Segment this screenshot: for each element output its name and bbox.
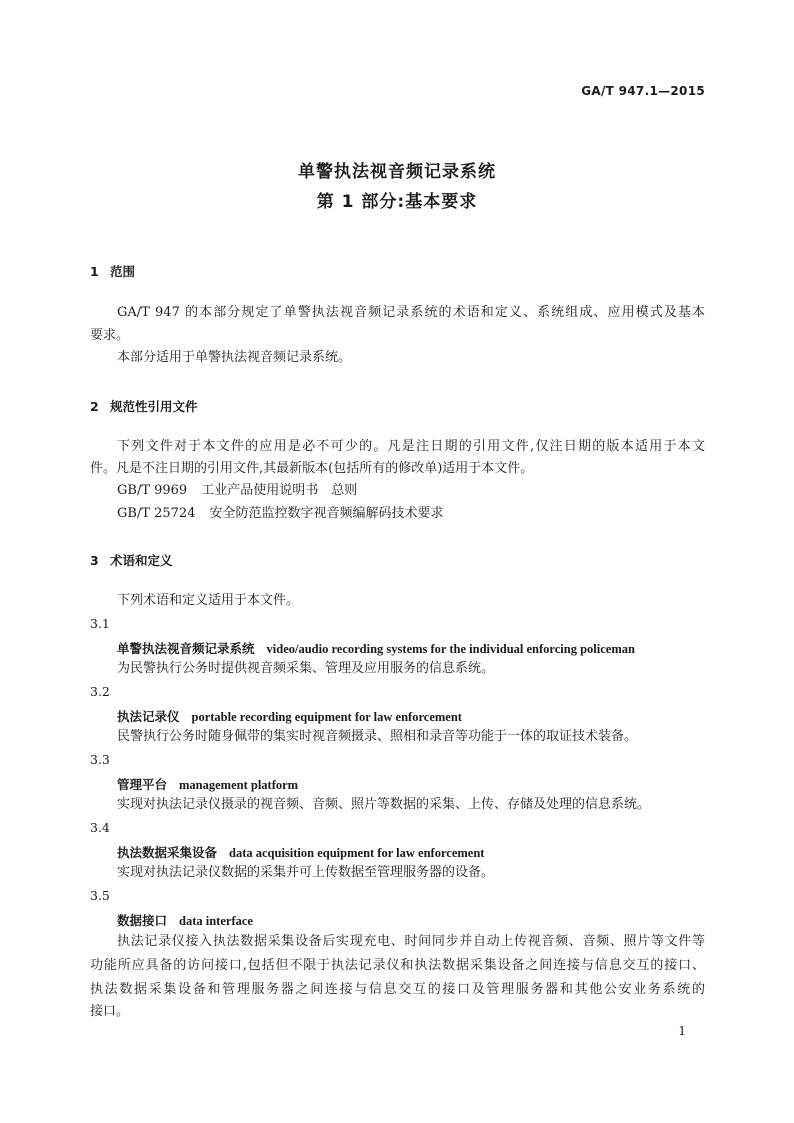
section-number: 1 (90, 264, 99, 279)
section-title: 术语和定义 (110, 553, 173, 568)
reference-item (117, 483, 357, 499)
term-en: management platform (179, 778, 299, 792)
term-en: data acquisition equipment for law enforcement (229, 846, 485, 860)
term-entry (117, 911, 253, 929)
term-definition-line: 执法数据采集设备和管理服务器之间连接与信息交互的接口及管理服务器和其他公安业务系统的 (90, 982, 705, 997)
paragraph: 下列文件对于本文件的应用是必不可少的。凡是注日期的引用文件,仅注日期的版本适用于本文 (117, 439, 705, 454)
paragraph: GA/T 947 的本部分规定了单警执法视音频记录系统的术语和定义、系统组成、应用模式及基本 (117, 305, 705, 320)
term-definition-line: 功能所应具备的访问接口,包括但不限于执法记录仪和执法数据采集设备之间连接与信息交互的接口、 (90, 958, 705, 973)
term-zh: 管理平台 (117, 777, 168, 792)
section-title: 规范性引用文件 (110, 399, 198, 414)
paragraph: 件。凡是不注日期的引用文件,其最新版本(包括所有的修改单)适用于本文件。 (90, 461, 534, 476)
paragraph: 要求。 (90, 328, 130, 343)
reference-code: GB/T 9969 (117, 483, 188, 498)
document-title-line1: 单警执法视音频记录系统 (298, 162, 496, 182)
section-1-heading (90, 262, 135, 280)
term-zh: 数据接口 (117, 913, 168, 928)
term-definition: 民警执行公务时随身佩带的集实时视音频摄录、照相和录音等功能于一体的取证技术装备。 (117, 729, 638, 744)
term-number: 3.4 (90, 820, 110, 835)
page-number: 1 (678, 1024, 686, 1038)
term-number: 3.5 (90, 888, 110, 903)
standard-code: GA/T 947.1—2015 (581, 84, 705, 98)
section-2-heading (90, 397, 198, 415)
reference-title: 工业产品使用说明书 总则 (201, 483, 358, 498)
term-zh: 执法数据采集设备 (117, 845, 218, 860)
term-number: 3.2 (90, 684, 110, 699)
term-definition: 实现对执法记录仪数据的采集并可上传数据至管理服务器的设备。 (117, 865, 495, 880)
term-entry (117, 775, 298, 793)
term-number: 3.3 (90, 752, 110, 767)
term-en: video/audio recording systems for the individual enforcing policeman (266, 642, 635, 656)
section-3-heading (90, 551, 173, 569)
section-title: 范围 (110, 264, 136, 279)
term-en: data interface (179, 914, 253, 928)
term-zh: 单警执法视音频记录系统 (117, 641, 255, 656)
term-entry (117, 707, 462, 725)
term-number: 3.1 (90, 616, 110, 631)
reference-title: 安全防范监控数字视音频编解码技术要求 (209, 506, 444, 521)
term-definition-line: 接口。 (90, 1004, 130, 1019)
term-entry (117, 843, 484, 861)
section-number: 2 (90, 399, 99, 414)
section-number: 3 (90, 553, 99, 568)
term-definition: 实现对执法记录仪摄录的视音频、音频、照片等数据的采集、上传、存储及处理的信息系统。 (117, 797, 651, 812)
paragraph: 本部分适用于单警执法视音频记录系统。 (117, 350, 352, 365)
term-definition: 为民警执行公务时提供视音频采集、管理及应用服务的信息系统。 (117, 661, 495, 676)
term-entry (117, 639, 635, 657)
term-definition-line: 执法记录仪接入执法数据采集设备后实现充电、时间同步并自动上传视音频、音频、照片等文件等 (117, 934, 705, 949)
reference-code: GB/T 25724 (117, 506, 196, 521)
term-en: portable recording equipment for law enforcement (191, 710, 462, 724)
term-zh: 执法记录仪 (117, 709, 180, 724)
document-title-line2: 第 1 部分:基本要求 (316, 192, 478, 212)
reference-item (117, 506, 444, 522)
paragraph: 下列术语和定义适用于本文件。 (117, 593, 300, 608)
